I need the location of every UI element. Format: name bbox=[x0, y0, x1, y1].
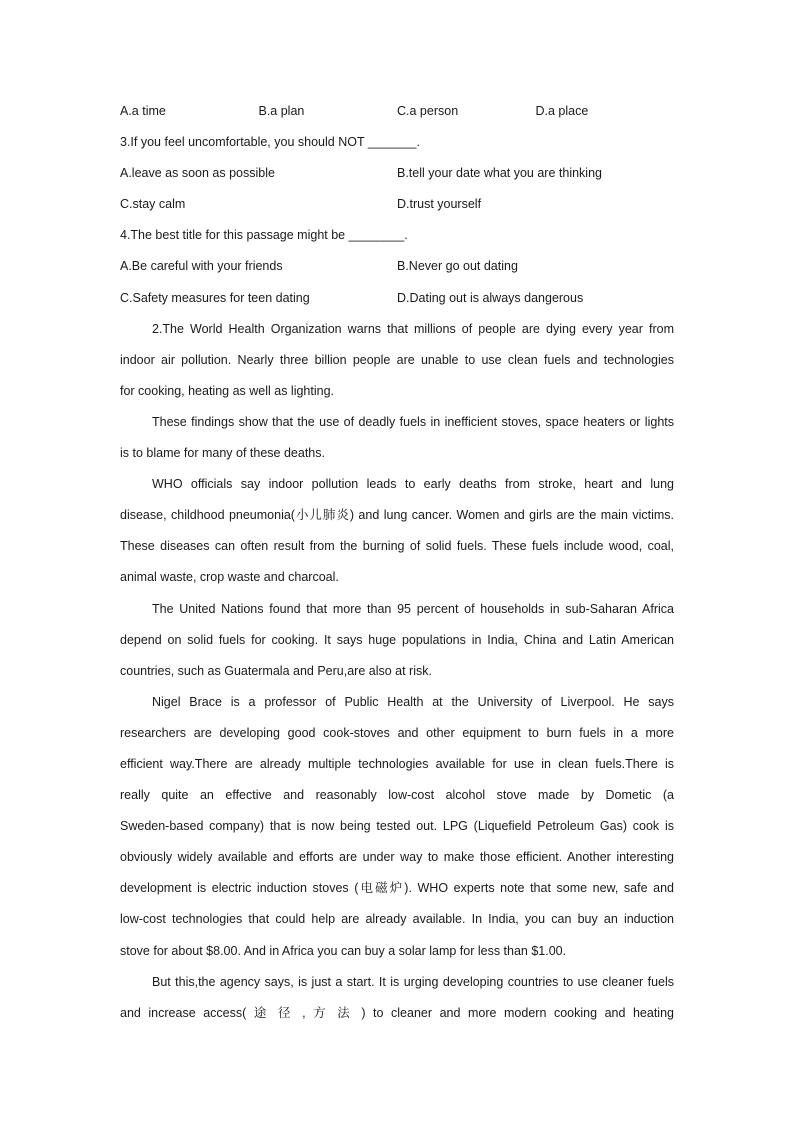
q3-option-b: B.tell your date what you are thinking bbox=[397, 166, 602, 181]
paragraph-line: and increase access( 途 径 , 方 法 ) to cleaner and more modern cooking and heating bbox=[120, 1005, 674, 1020]
passage-paragraph-1 bbox=[120, 314, 674, 407]
passage-paragraph-5 bbox=[120, 687, 674, 967]
paragraph-line: researchers are developing good cook-stoves and other equipment to burn fuels in a more bbox=[120, 725, 674, 740]
q3-option-a: A.leave as soon as possible bbox=[120, 166, 275, 181]
paragraph-line: efficient way.There are already multiple technologies available for use in clean fuels.There is bbox=[120, 756, 674, 771]
q2-options bbox=[120, 96, 674, 127]
paragraph-line: But this,the agency says, is just a start. It is urging developing countries to use cleaner fuels bbox=[152, 974, 674, 989]
q4-option-d: D.Dating out is always dangerous bbox=[397, 290, 584, 305]
passage-paragraph-6 bbox=[120, 967, 674, 1029]
paragraph-line: Nigel Brace is a professor of Public Health at the University of Liverpool. He says bbox=[152, 694, 674, 709]
q3-options-row2 bbox=[120, 189, 674, 220]
paragraph-line: really quite an effective and reasonably low-cost alcohol stove made by Dometic (a bbox=[120, 788, 674, 803]
q4-option-b: B.Never go out dating bbox=[397, 259, 518, 274]
paragraph-line: development is electric induction stoves (电磁炉). WHO experts note that some new, safe and bbox=[120, 881, 674, 896]
paragraph-line: depend on solid fuels for cooking. It says huge populations in India, China and Latin American bbox=[120, 632, 674, 647]
passage-paragraph-4 bbox=[120, 594, 674, 687]
q2-option-c: C.a person bbox=[397, 104, 459, 118]
paragraph-line: obviously widely available and efforts are under way to make those efficient. Another interesting bbox=[120, 850, 674, 865]
q4-options-row1 bbox=[120, 251, 674, 282]
paragraph-line: indoor air pollution. Nearly three billion people are unable to use clean fuels and technologies bbox=[120, 352, 674, 367]
q4-question: 4.The best title for this passage might be ________. bbox=[120, 228, 408, 243]
paragraph-line: low-cost technologies that could help are already available. In India, you can buy an induction bbox=[120, 912, 674, 927]
q2-option-d: D.a place bbox=[535, 104, 589, 118]
paragraph-line: is to blame for many of these deaths. bbox=[120, 446, 325, 461]
q3-question: 3.If you feel uncomfortable, you should NOT _______. bbox=[120, 135, 420, 150]
paragraph-line: stove for about $8.00. And in Africa you can buy a solar lamp for less than $1.00. bbox=[120, 943, 567, 958]
q4-options-row2 bbox=[120, 283, 674, 314]
paragraph-line: for cooking, heating as well as lighting. bbox=[120, 383, 335, 398]
paragraph-line: 2.The World Health Organization warns that millions of people are dying every year from bbox=[152, 321, 674, 336]
q3-options-row1 bbox=[120, 158, 674, 189]
paragraph-line: WHO officials say indoor pollution leads to early deaths from stroke, heart and lung bbox=[152, 477, 674, 492]
passage-paragraph-2 bbox=[120, 407, 674, 469]
paragraph-line: These findings show that the use of deadly fuels in inefficient stoves, space heaters or lights bbox=[152, 414, 674, 429]
q3-option-c: C.stay calm bbox=[120, 197, 186, 212]
q4-option-c: C.Safety measures for teen dating bbox=[120, 290, 310, 305]
q2-option-b: B.a plan bbox=[258, 104, 305, 118]
passage-paragraph-3 bbox=[120, 469, 674, 593]
paragraph-line: The United Nations found that more than 95 percent of households in sub-Saharan Africa bbox=[152, 601, 674, 616]
q2-option-a: A.a time bbox=[120, 104, 166, 118]
q3-option-d: D.trust yourself bbox=[397, 197, 482, 212]
paragraph-line: Sweden-based company) that is now being tested out. LPG (Liquefield Petroleum Gas) cook is bbox=[120, 819, 674, 834]
paragraph-line: disease, childhood pneumonia(小儿肺炎) and lung cancer. Women and girls are the main victims. bbox=[120, 508, 674, 523]
paragraph-line: countries, such as Guatermala and Peru,are also at risk. bbox=[120, 663, 432, 678]
document-page bbox=[120, 96, 674, 1029]
paragraph-line: These diseases can often result from the burning of solid fuels. These fuels include wood, coal, bbox=[120, 539, 674, 554]
paragraph-line: animal waste, crop waste and charcoal. bbox=[120, 570, 339, 585]
q4-option-a: A.Be careful with your friends bbox=[120, 259, 283, 274]
